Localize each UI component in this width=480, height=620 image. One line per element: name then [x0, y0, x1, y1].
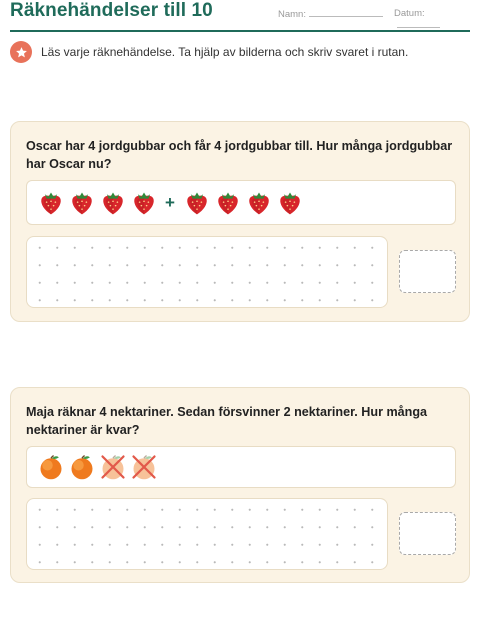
page-title: Räknehändelser till 10	[10, 0, 213, 21]
strawberry-icon	[130, 189, 158, 217]
plus-sign: +	[165, 192, 175, 212]
group-first	[37, 189, 161, 217]
date-line[interactable]	[397, 19, 440, 28]
strawberry-icon	[37, 189, 65, 217]
instruction-row	[10, 41, 408, 63]
page-header	[10, 0, 470, 32]
nectarine-icon	[37, 453, 65, 481]
header-divider	[10, 30, 470, 32]
picture-box	[26, 446, 456, 488]
problem-card-2	[10, 387, 470, 583]
answer-box[interactable]	[399, 250, 456, 293]
work-area[interactable]	[26, 498, 388, 570]
question-text: Maja räknar 4 nektariner. Sedan försvinner 2 nektariner. Hur många nektariner är kvar?	[26, 405, 428, 437]
name-label: Namn:	[278, 9, 306, 20]
instruction-text: Läs varje räknehändelse. Ta hjälp av bilderna och skriv svaret i rutan.	[41, 45, 409, 59]
crossed-nectarine-icon	[130, 453, 158, 481]
work-area[interactable]	[26, 236, 388, 308]
date-label: Datum:	[394, 8, 425, 19]
strawberry-icon	[99, 189, 127, 217]
strawberry-icon	[276, 189, 304, 217]
group-remaining	[37, 453, 99, 481]
group-second	[183, 189, 307, 217]
name-field[interactable]	[278, 8, 383, 20]
strawberry-icon	[214, 189, 242, 217]
name-line[interactable]	[309, 8, 383, 17]
problem-card-1	[10, 121, 470, 322]
star-icon	[10, 41, 32, 63]
picture-box	[26, 180, 456, 225]
question-text: Oscar har 4 jordgubbar och får 4 jordgubbar till. Hur många jordgubbar har Oscar nu?	[26, 139, 453, 171]
date-field[interactable]	[394, 8, 470, 31]
strawberry-icon	[245, 189, 273, 217]
strawberry-icon	[183, 189, 211, 217]
crossed-nectarine-icon	[99, 453, 127, 481]
group-crossed-out	[99, 453, 161, 481]
nectarine-icon	[68, 453, 96, 481]
answer-box[interactable]	[399, 512, 456, 555]
strawberry-icon	[68, 189, 96, 217]
